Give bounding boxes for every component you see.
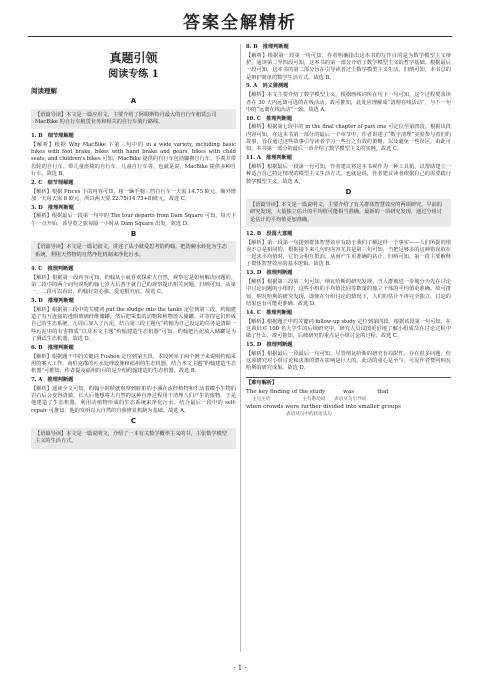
- question-head: 4. C 推理判断题: [31, 265, 74, 272]
- question-analysis: 【解析】根据题干中的关键词 Fusbon 定位到第五段。本段列举了两个例子来说明约翰采用的案大工作，南伯克郡的污水处理设施和福州的生态机器。结合本文主题“约翰建造生态机器”可推知，作者提及福州的目的是介绍约翰建造的生态机器。故选 B。: [31, 353, 236, 375]
- sentence-part: The key finding of the study: [246, 389, 326, 396]
- question-analysis: 【解析】根据最后一段最后一句可知，尽管纳瓦哈斯的研究有局限性，存在很多问题，但这项研究对小组讨论和决策的潜在影响是巨大的。此话的重心是至与，可见作者赞同纳瓦哈斯的研究成果。故选 D。: [246, 350, 451, 372]
- section-subtitle: 阅读专练 1: [108, 69, 159, 80]
- question-analysis: 【解析】通读全文可知，约翰小时候就观察到脏脏的小溪在流经植物和生活着微小生物的岩石后会变得清澈，长大后他想将大自然的这种自净过程用于清理人们产生的废物，于是他建造了生态机器，利用动植物形成的生态系统来净化污水。结合最后一段中的 self-repair 可推知，他的发明以大自然的自我修复机制为基础。故选 A。: [31, 385, 236, 414]
- passage-guide-d: 【语篇导读】本文是一篇说明文，主要介绍了有关群体智慧效应的两项研究。早前的研究发现，大量独立估计的平均值可能相当准确。最新的一项研究发现，通过分组讨论估计的平均值更加准确。: [246, 199, 451, 227]
- question-head: 9. A 词义猜测题: [246, 83, 289, 90]
- question-analysis: 【解析】根据最后一段第一句中的 The tour departs from Dam Square 可知，每天下午一点开始，该导览之旅每隔一小时从 Dam Square 出发。故选 D。: [31, 213, 236, 227]
- question-analysis: 【解析】第一段第一句提到群体智慧效应有助于我们了解这样一个事实——人们所提的错误不总是相同的。根据接下来几句的内容尤其是第三句可知，当把足够多的这种错误放在一起求平均值时，它们会相互抵消，从而产生更准确的估计。归纳可知，第一段主要解释了群体智慧效应的基本逻辑。故选 B。: [246, 239, 451, 268]
- section-title: 真题引领: [109, 51, 158, 65]
- question-analysis: 【解析】根据第七段中的 in the final chapter of part one 可定位至第四段。根据该段内容可知，在这本书第一部分的最后一个章节中，作者讲述了“数字清理”实验参与者们的故事，旨在通过这些故事引导读者学习一些行之有效的策略，以及避免一些误区。由此可知，本书第一部分的最后一章介绍了数学模型主义的实例。故选 C。: [246, 124, 451, 153]
- question-analysis: 【解析】根据题干中的关键词 follow-up study 定位到第四段。根据该段第一句可知，在这项针对 100 名大学生的后续研究中，研究人员试图更好地了解小组成员在讨论过程中做了什么。故可推知，后续研究的重点是小组讨论的过程。故选 C。: [246, 318, 451, 340]
- sentence-part: was: [343, 389, 355, 396]
- question-head: 15. D 推理判断题: [246, 341, 293, 348]
- question-analysis: 【解析】本文主要介绍了数学模型主义。根据画线词所在句下一句可知，这个过程要求读者在 30 天内远离可选的在线活动。故可推知，此处应理解成“清理在线活动”，与下一句中的“远离在线活动”一致。故选 A。: [246, 92, 451, 113]
- passage-guide-b: 【语篇导读】本文是一篇记叙文，讲述了从小就爱思考的约翰，把洗碗水转化为生态系统，利用天然物的自然净化机制来净化污水。: [31, 241, 236, 261]
- difficult-sentence-line-2: when crowds were further divided into smaller groups: [246, 404, 401, 411]
- passage-guide-c: 【语篇导读】本文是一篇说明文，介绍了一本有关数学概率主义的书，主张数学模型主义的生活方式。: [31, 428, 236, 448]
- question-analysis: 【解析】根据第三段第二句可知，纳瓦哈斯的研究发现，当人群被进一步划分为先在讨论中讨论问题的小组时，这些小组的平均值比同等数量的独立个体的平均值更准确。故可推知，纳瓦哈斯的研究发现，即便在分组讨论的情况下，人们的估计不再完全独立，讨论的结果也有可能更准确。故选 D。: [246, 279, 451, 307]
- question-head: 2. C 细节理解题: [31, 179, 74, 186]
- question-analysis: 【解析】根据第一段内容可知，约翰从小就喜欢探索大自然，观察它是如何解决问题的。第二段中的两个问句说明约翰七岁大后善于就自己的观察提出相关问题。归纳可知，从第一、二段可以看出，约翰好奇心强、爱追根究底。故选 C。: [31, 274, 236, 296]
- sentence-part: that: [377, 389, 389, 396]
- left-column: [31, 44, 236, 453]
- sentence-annotation: 主句系动词: [302, 397, 326, 403]
- sentence-annotation: 主句主语: [251, 397, 271, 403]
- passage-guide-a: 【语篇导读】本文是一篇应用文，主要介绍了阿姆斯特丹最大的自行车租赁公司 MacBike 的自行车租赁业务和相关的自行车骑行路线。: [31, 109, 236, 129]
- category-heading: 阅读理解: [31, 87, 57, 95]
- question-head: 1. B 细节理解题: [31, 133, 74, 139]
- difficult-sentence-label: 【难句解析】: [246, 379, 278, 386]
- page-number: · 1 ·: [233, 664, 247, 672]
- sentence-annotation: 表语从句中的状语从句: [286, 412, 332, 418]
- sentence-annotation: 表语从句引导词: [334, 397, 367, 403]
- question-analysis: 【解析】根据第一段第一句可知，作者明确指出这本书的写作目的是为数学模型主义辩护。通读第二至四段可知，这本书的第一部分介绍了数学模型主义的哲学基础。根据最后一段可知，这本书的第二部分旨在引导读者过上数学模型主义生活。归纳可知，本书总的是辩护简单的数学生活方式。故选 B。: [246, 52, 451, 81]
- column-divider: [240, 44, 241, 652]
- passage-letter-c: C: [130, 416, 137, 425]
- question-head: 11. A 推理判断题: [246, 155, 292, 162]
- question-head: 14. C 推理判断题: [246, 309, 293, 316]
- passage-letter-a: A: [130, 97, 137, 106]
- question-head: 12. B 段落大意题: [246, 230, 293, 237]
- question-head: 3. D 推理判断题: [31, 204, 74, 211]
- passage-letter-d: D: [345, 187, 352, 196]
- difficult-sentence-box: [246, 377, 451, 419]
- question-head: 8. B 推理判断题: [246, 44, 289, 50]
- passage-letter-b: B: [130, 230, 137, 239]
- right-column: [246, 44, 451, 418]
- question-head: 13. D 推理判断题: [246, 270, 293, 277]
- question-head: 7. A 推理判断题: [31, 376, 74, 383]
- question-analysis: 【解析】根据 Prices 下的内容可知，租一辆手刹三挡自行车一天需 14.75 欧元，额外增加一天每天需 8 欧元，所以两天要 22.75(14.75+8)欧元。故选 C。: [31, 188, 236, 202]
- question-analysis: 【解析】根据第三段中的关键词 put the sludge into the tanks 定位到第三段。约翰建造了有互连接的透明玻璃纤维储罐，然后把采集的动物和植物放入储罐，并等待它们形成自己的生态系统，几周后加入了污泥。结合第三段主题句“约翰为自己设定的任务是清除一些污泥中的有害物质”以及本文主题“约翰建造生态机器”可知，约翰把污泥放入储罐是为了测试生态机器。故选 D。: [31, 306, 236, 342]
- title-rule: [28, 36, 452, 37]
- question-analysis: 【解析】根据最后一段第一句可知，作者建议将这本书视作为一种工具箱，以帮助建立一种适合自己特定情况的模型主义生活方式。也就是说，作者建议读者依据自己的需要践行数学模型主义。故选 A。: [246, 163, 451, 185]
- question-head: 6. B 推理判断题: [31, 344, 74, 351]
- question-head: 5. D 推理判断题: [31, 297, 74, 304]
- question-analysis: 【解析】根据 Why MacBike 下第三句中的 in a wide variety, including basic bikes with foot brake, bikes with hand brake and gears, bikes with child seats, and children's bikes 可知，MacBike 提供的自行车包括脚刹自行车、手刹并带齿轮的自行车、带儿童座椅的自行车、儿童自行车等。也就是说，MacBike 提供多种自行车。故选 B。: [31, 141, 236, 177]
- question-head: 10. C 推理判断题: [246, 115, 293, 122]
- page-title: 答案全解精析: [183, 13, 297, 33]
